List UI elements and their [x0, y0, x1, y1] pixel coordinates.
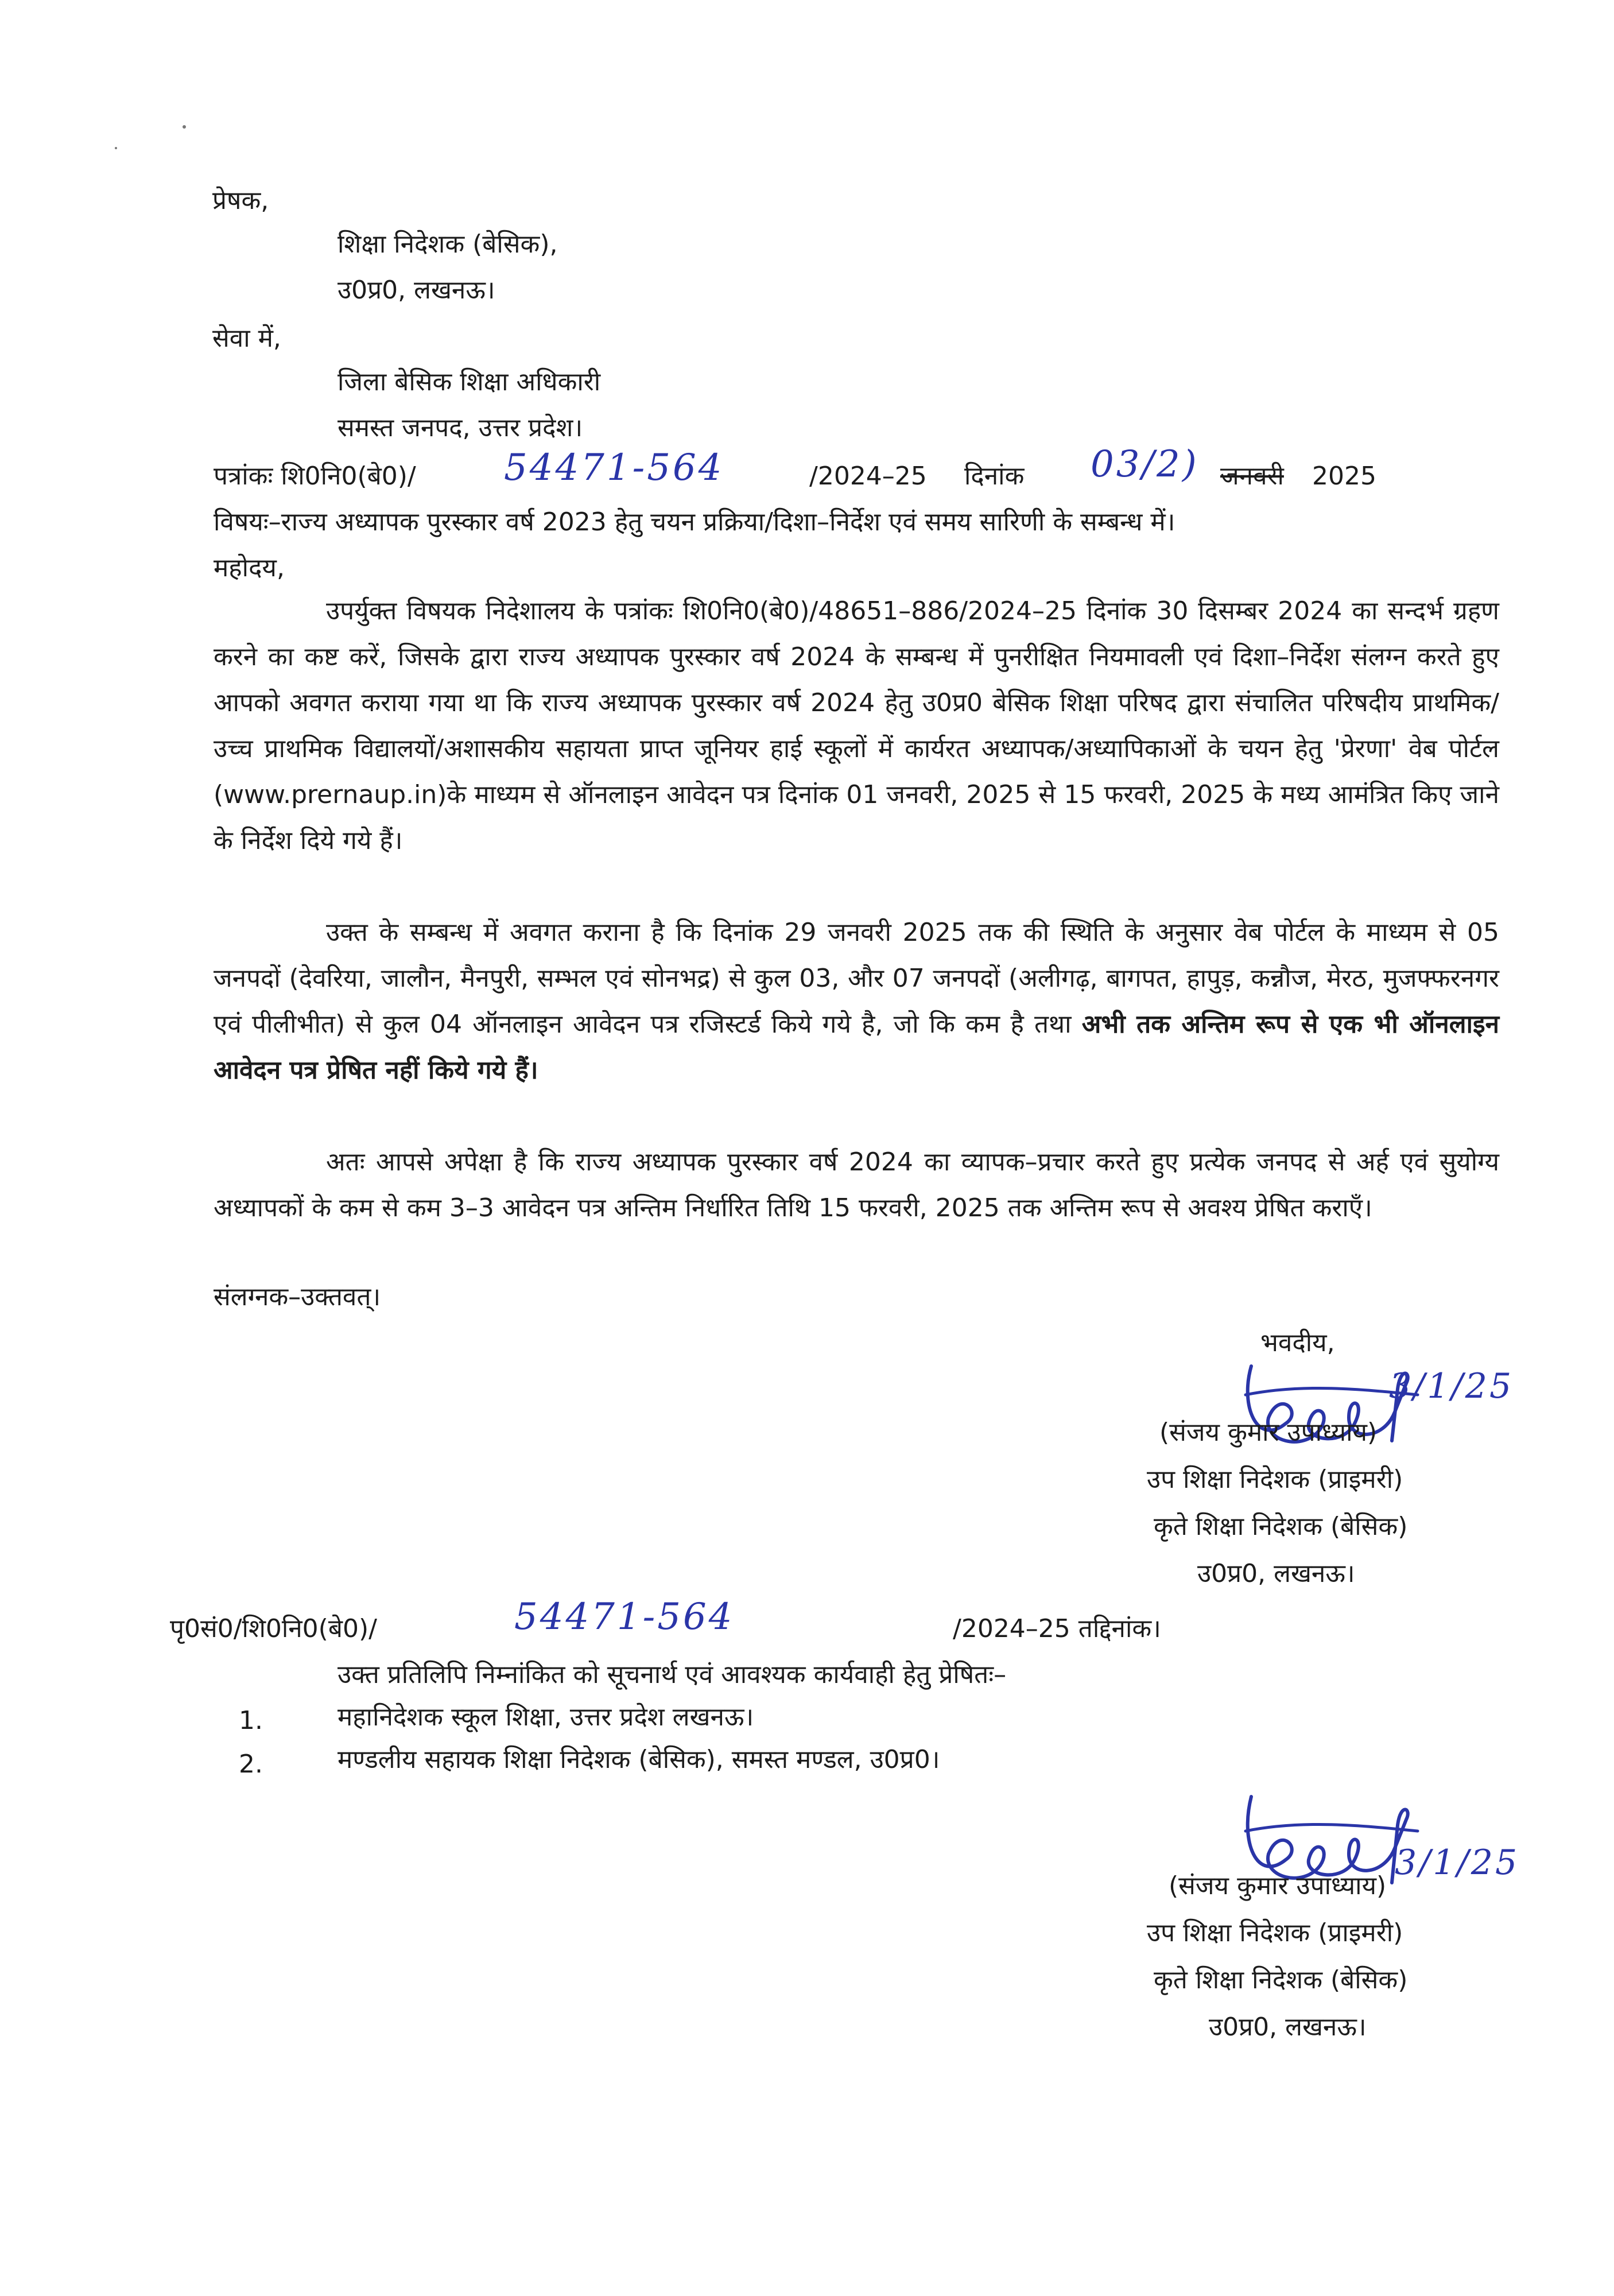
scan-speck [115, 147, 117, 149]
body-paragraph-1: उपर्युक्त विषयक निदेशालय के पत्रांकः शि0नि0(बे0)/48651–886/2024–25 दिनांक 30 दिसम्बर 2024 का सन्दर्भ ग्रहण करने का कष्ट करें, जिसके द्वारा राज्य अध्यापक पुरस्कार वर्ष 2024 के सम्बन्ध में पुनरीक्षित नियमावली एवं दिशा–निर्देश संलग्न करते हुए आपको अवगत कराया गया था कि राज्य अध्यापक पुरस्कार वर्ष 2024 हेतु उ0प्र0 बेसिक शिक्षा परिषद द्वारा संचालित परिषदीय प्राथमिक/उच्च प्राथमिक विद्यालयों/अशासकीय सहायता प्राप्त जूनियर हाई स्कूलों में कार्यरत अध्यापक/अध्यापिकाओं के चयन हेतु 'प्रेरणा' वेब पोर्टल (www.prernaup.in)के माध्यम से ऑनलाइन आवेदन पत्र दिनांक 01 जनवरी, 2025 से 15 फरवरी, 2025 के मध्य आमंत्रित किए जाने के निर्देश दिये गये हैं। [214, 596, 1499, 855]
recipient-place: समस्त जनपद, उत्तर प्रदेश। [337, 413, 583, 443]
body-paragraph-3: अतः आपसे अपेक्षा है कि राज्य अध्यापक पुरस्कार वर्ष 2024 का व्यापक–प्रचार करते हुए प्रत्येक जनपद से अर्ह एवं सुयोग्य अध्यापकों के कम से कम 3–3 आवेदन पत्र अन्तिम निर्धारित तिथि 15 फरवरी, 2025 तक अन्तिम रूप से अवश्य प्रेषित कराएँ। [214, 1147, 1499, 1223]
signature-2-place: उ0प्र0, लखनऊ। [1209, 2012, 1367, 2042]
endorsement-year: /2024–25 तद्दिनांक। [953, 1614, 1161, 1643]
endorsement-item-number: 2. [239, 1750, 263, 1779]
endorsement-intro: उक्त प्रतिलिपि निम्नांकित को सूचनार्थ एवं आवश्यक कार्यवाही हेतु प्रेषितः– [337, 1660, 1007, 1689]
subject-line [214, 505, 1175, 540]
subject-label: विषयः– [214, 507, 281, 537]
sender-designation: शिक्षा निदेशक (बेसिक), [337, 230, 558, 259]
reference-year: /2024–25 [809, 461, 927, 491]
body-paragraph-2 [214, 910, 1499, 1093]
salutation: महोदय, [214, 553, 285, 583]
recipient-label: सेवा में, [212, 324, 281, 353]
signature-1-on-behalf: कृते शिक्षा निदेशक (बेसिक) [1154, 1512, 1408, 1541]
signature-1-date-handwritten: 3/1/25 [1389, 1366, 1514, 1406]
subject-text: राज्य अध्यापक पुरस्कार वर्ष 2023 हेतु चयन प्रक्रिया/दिशा–निर्देश एवं समय सारिणी के सम्बन्ध में। [281, 507, 1175, 537]
signature-1-place: उ0प्र0, लखनऊ। [1197, 1559, 1355, 1588]
body-paragraph-2-text: उक्त के सम्बन्ध में अवगत कराना है कि दिनांक 29 जनवरी 2025 तक की स्थिति के अनुसार वेब पोर्टल के माध्यम से 05 जनपदों (देवरिया, जालौन, मैनपुरी, सम्भल एवं सोनभद्र) से कुल 03, और 07 जनपदों (अलीगढ़, बागपत, हापुड़, कन्नौज, मेरठ, मुजफ्फरनगर एवं पीलीभीत) से कुल 04 ऑनलाइन आवेदन पत्र रजिस्टर्ड किये गये है, जो कि कम है तथा [214, 918, 1499, 1039]
sender-place: उ0प्र0, लखनऊ। [337, 276, 495, 305]
endorsement-item-number: 1. [239, 1706, 263, 1735]
signature-1-designation: उप शिक्षा निदेशक (प्राइमरी) [1147, 1465, 1403, 1494]
scan-speck [183, 125, 186, 129]
endorsement-number-handwritten: 54471-564 [514, 1596, 735, 1638]
endorsement-item: मण्डलीय सहायक शिक्षा निदेशक (बेसिक), समस्त मण्डल, उ0प्र0। [337, 1745, 940, 1774]
endorsement-item: महानिदेशक स्कूल शिक्षा, उत्तर प्रदेश लखनऊ। [337, 1702, 754, 1732]
signature-1-name: (संजय कुमार उपाध्याय) [1159, 1418, 1378, 1447]
body-paragraph-2-emphasis: अभी तक अन्तिम रूप से एक भी ऑनलाइन आवेदन पत्र प्रेषित नहीं किये गये हैं। [214, 1010, 1499, 1085]
signature-2-name: (संजय कुमार उपाध्याय) [1169, 1871, 1387, 1901]
signature-1-closing: भवदीय, [1260, 1328, 1335, 1358]
signature-2-on-behalf: कृते शिक्षा निदेशक (बेसिक) [1154, 1965, 1408, 1995]
reference-number-handwritten: 54471-564 [504, 447, 724, 489]
sender-label: प्रेषक, [212, 186, 269, 215]
reference-date-handwritten: 03/2) [1091, 443, 1199, 486]
recipient-designation: जिला बेसिक शिक्षा अधिकारी [337, 367, 601, 397]
reference-date-label: दिनांक [964, 461, 1025, 491]
endorsement-prefix: पृ0सं0/शि0नि0(बे0)/ [170, 1614, 377, 1643]
reference-month-struck: जनवरी [1220, 461, 1284, 491]
signature-2-date-handwritten: 3/1/25 [1395, 1843, 1520, 1883]
enclosure-note: संलग्नक–उक्तवत्। [214, 1282, 381, 1312]
reference-year-suffix: 2025 [1312, 461, 1376, 491]
reference-prefix: पत्रांकः शि0नि0(बे0)/ [214, 461, 416, 491]
signature-2-designation: उप शिक्षा निदेशक (प्राइमरी) [1147, 1918, 1403, 1948]
